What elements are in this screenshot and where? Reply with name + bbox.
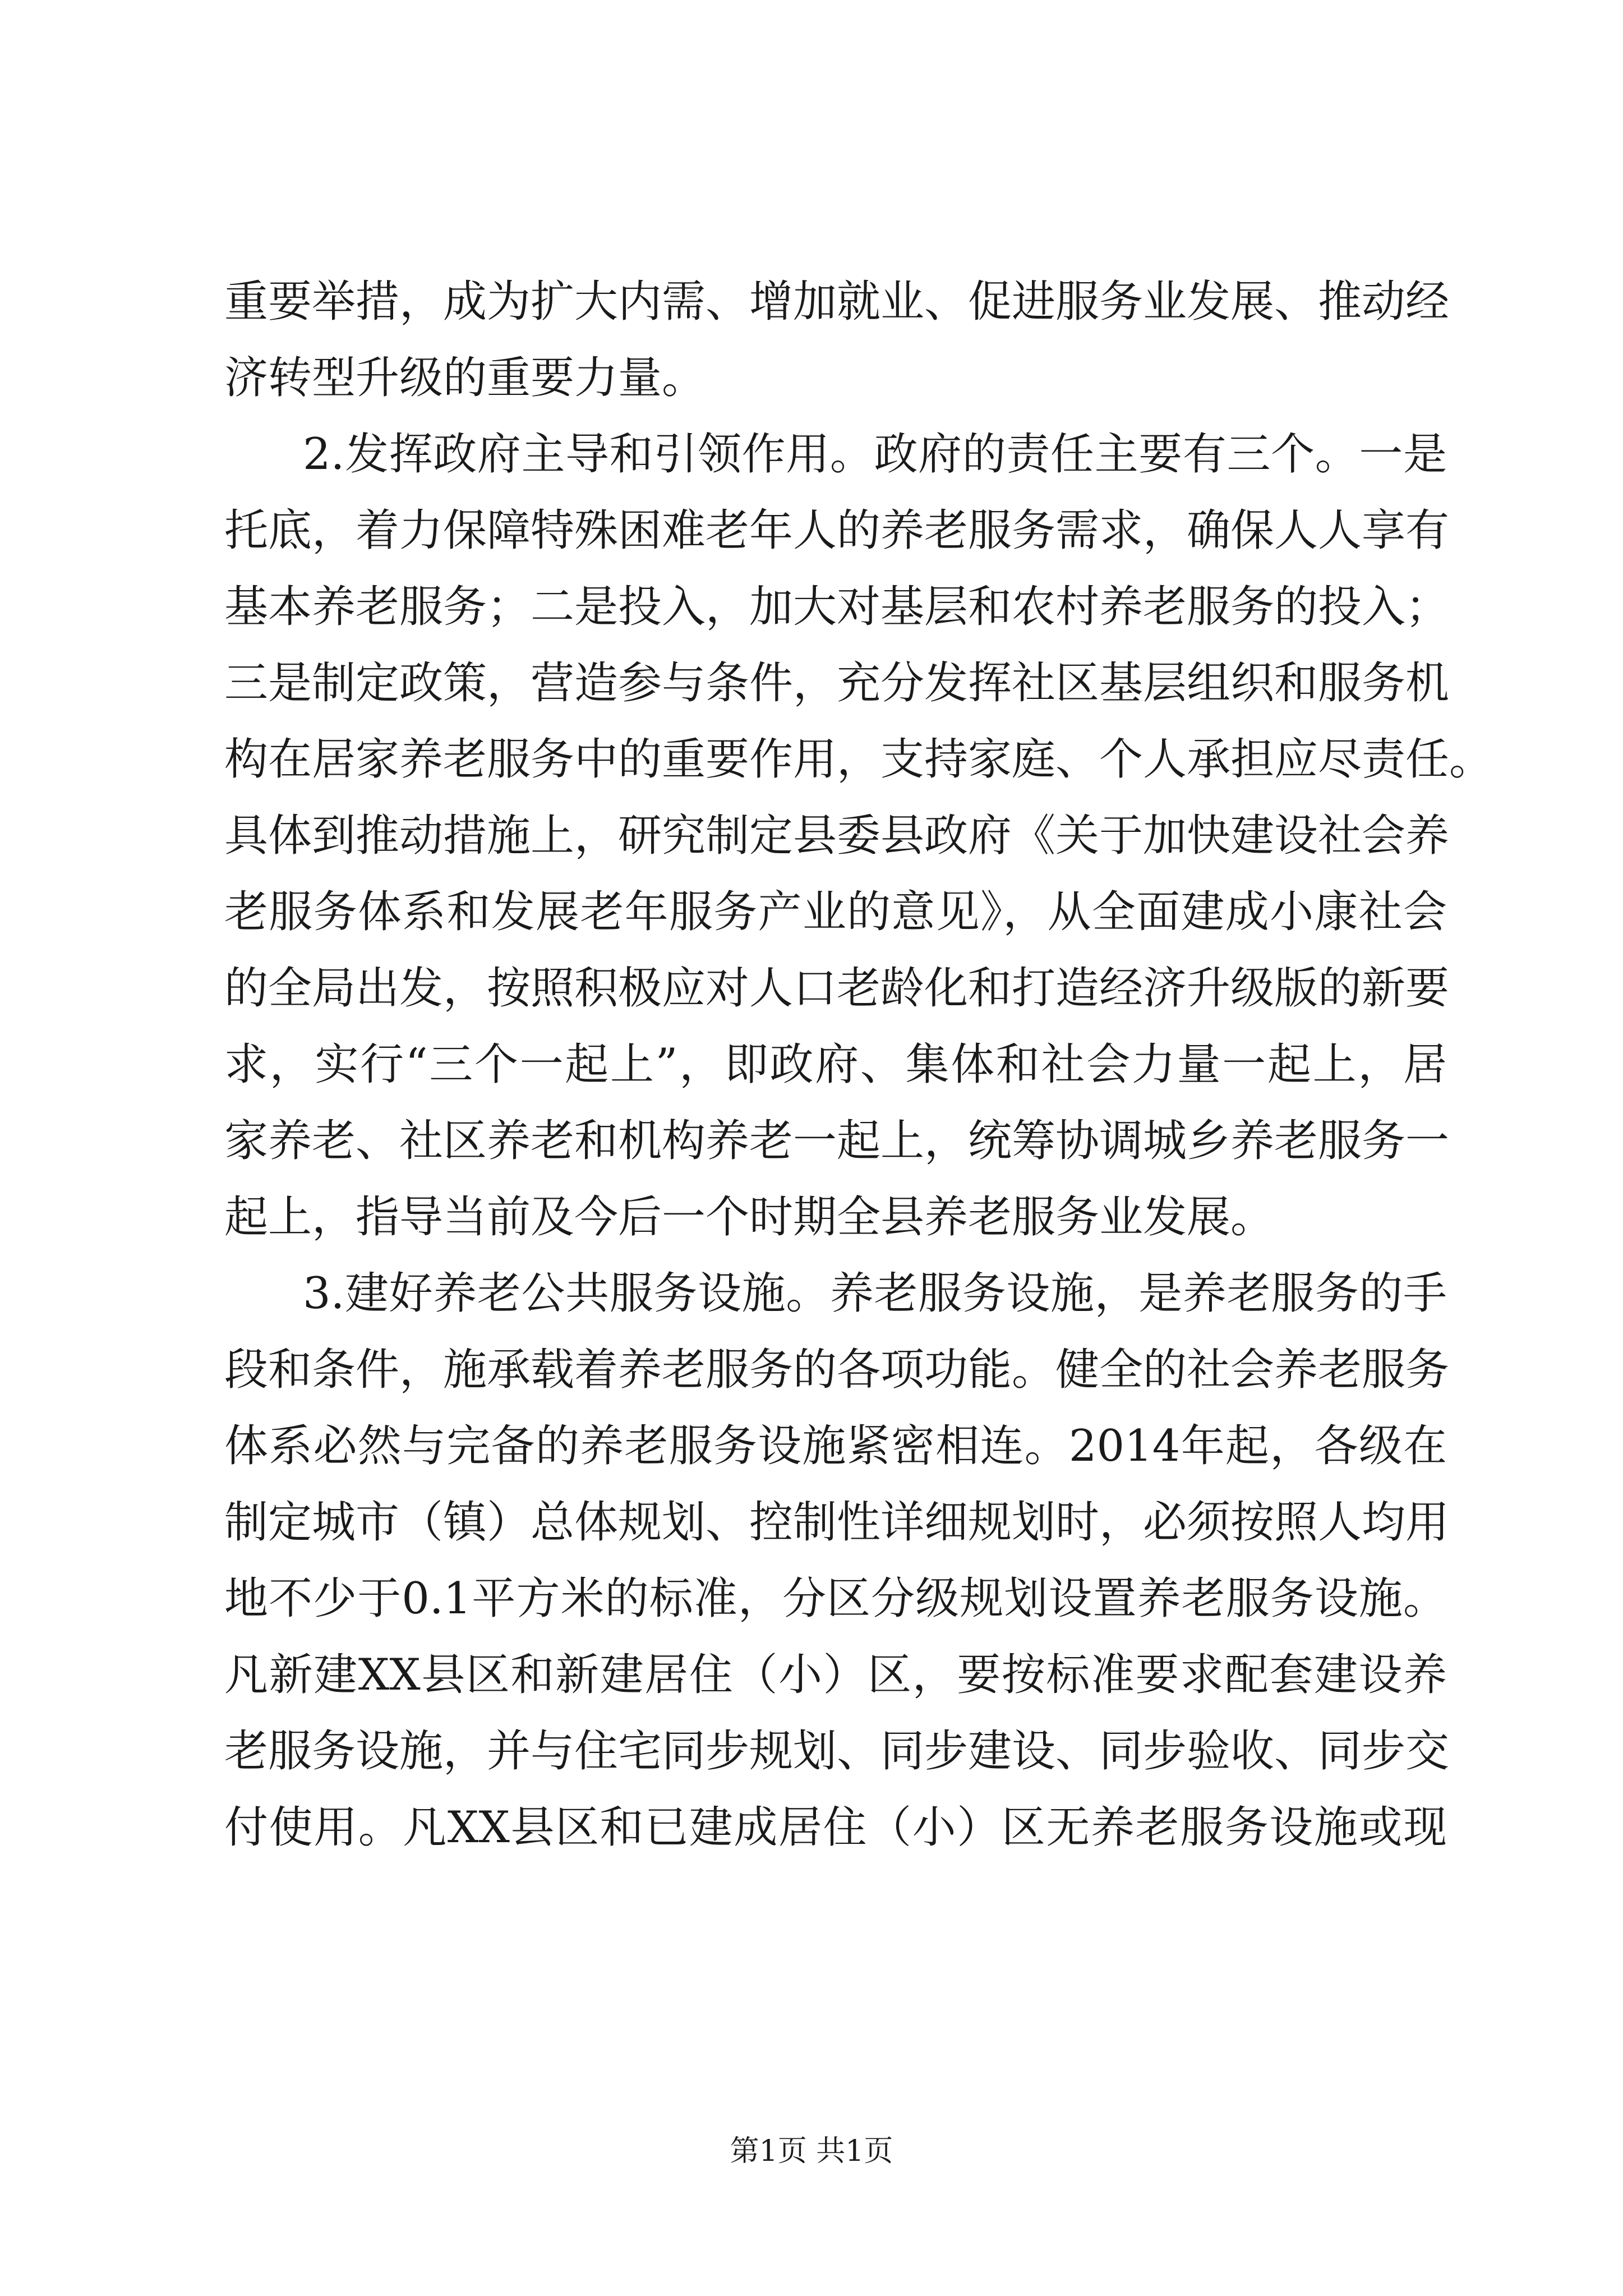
paragraph-start-line: 3.建好养老公共服务设施。养老服务设施，是养老服务的手 (303, 1268, 1447, 1319)
text-line: 体系必然与完备的养老服务设施紧密相连。2014年起，各级在 (224, 1421, 1447, 1471)
text-line: 家养老、社区养老和机构养老一起上，统筹协调城乡养老服务一 (224, 1116, 1450, 1166)
text-line: 老服务设施，并与住宅同步规划、同步建设、同步验收、同步交 (224, 1726, 1450, 1777)
text-line: 济转型升级的重要力量。 (224, 353, 706, 403)
text-line: 起上，指导当前及今后一个时期全县养老服务业发展。 (224, 1192, 1275, 1243)
page-footer (0, 2132, 1623, 2171)
text-line: 老服务体系和发展老年服务产业的意见》，从全面建成小康社会 (224, 887, 1447, 937)
page-number-label: 第1页 共1页 (730, 2134, 893, 2168)
body-text (224, 264, 1493, 1866)
text-line: 求，实行“三个一起上”，即政府、集体和社会力量一起上，居 (224, 1039, 1447, 1090)
text-line: 三是制定政策，营造参与条件，充分发挥社区基层组织和服务机 (224, 658, 1450, 708)
paragraph-start-line: 2.发挥政府主导和引领作用。政府的责任主要有三个。一是 (303, 429, 1447, 480)
text-line: 付使用。凡XX县区和已建成居住（小）区无养老服务设施或现 (224, 1802, 1447, 1853)
text-line: 段和条件，施承载着养老服务的各项功能。健全的社会养老服务 (224, 1345, 1450, 1395)
text-line: 的全局出发，按照积极应对人口老龄化和打造经济升级版的新要 (224, 963, 1450, 1014)
text-line: 构在居家养老服务中的重要作用，支持家庭、个人承担应尽责任。 (224, 734, 1493, 785)
text-line: 基本养老服务；二是投入，加大对基层和农村养老服务的投入； (224, 582, 1450, 632)
text-line: 凡新建XX县区和新建居住（小）区，要按标准要求配套建设养 (224, 1650, 1447, 1700)
text-line: 托底，着力保障特殊困难老年人的养老服务需求，确保人人享有 (224, 505, 1450, 556)
text-line: 具体到推动措施上，研究制定县委县政府《关于加快建设社会养 (224, 811, 1450, 861)
text-line: 重要举措，成为扩大内需、增加就业、促进服务业发展、推动经 (224, 277, 1450, 327)
text-line: 制定城市（镇）总体规划、控制性详细规划时，必须按照人均用 (224, 1497, 1450, 1548)
text-line: 地不少于0.1平方米的标准，分区分级规划设置养老服务设施。 (224, 1573, 1447, 1624)
